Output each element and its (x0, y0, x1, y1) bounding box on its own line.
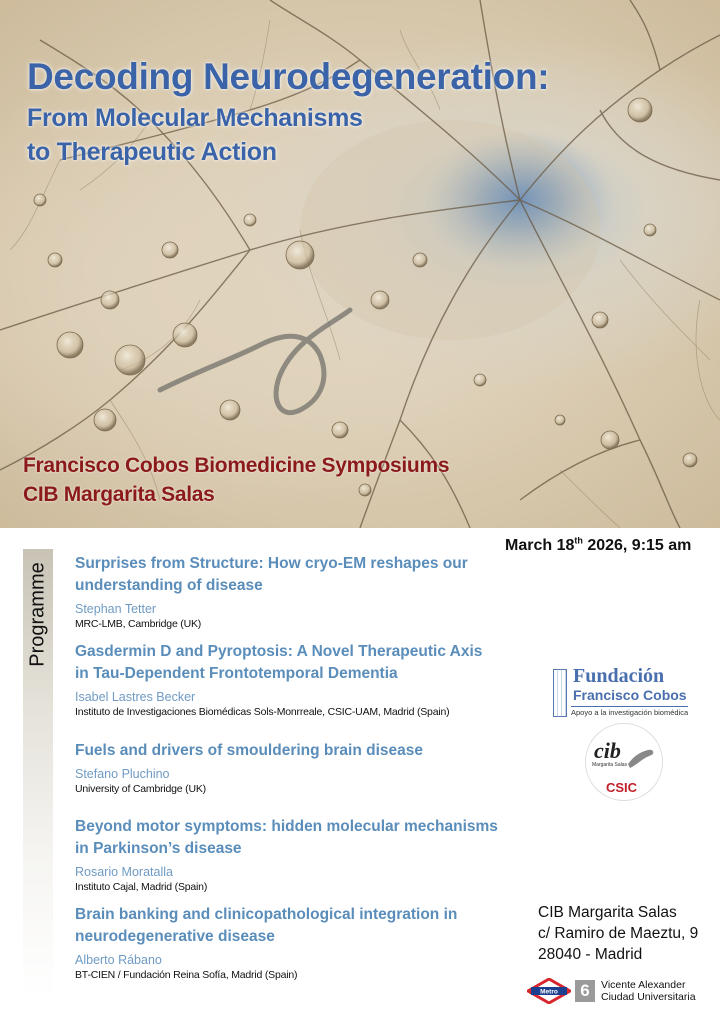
talk-speaker: Rosario Moratalla (75, 865, 173, 879)
fundacion-name-2: Francisco Cobos (573, 687, 687, 703)
talk-affiliation: MRC-LMB, Cambridge (UK) (75, 618, 202, 630)
talk-speaker: Isabel Lastres Becker (75, 690, 196, 704)
talk-item (75, 816, 505, 894)
cib-subtitle: Margarita Salas (592, 762, 628, 768)
programme-label: Programme (26, 561, 49, 667)
symposium-heading (23, 451, 623, 509)
talk-title (75, 641, 505, 685)
metro-logo-icon (527, 978, 571, 1004)
symposium-host: CIB Margarita Salas (23, 483, 215, 506)
talk-title-line: neurodegenerative disease (75, 928, 275, 945)
metro-info (527, 978, 717, 1004)
metro-badge-text: Metro (540, 988, 558, 996)
talk-speaker: Stephan Tetter (75, 602, 157, 616)
talk-speaker: Stefano Pluchino (75, 767, 170, 781)
metro-station: Ciudad Universitaria (601, 991, 696, 1003)
talk-title-line: Gasdermin D and Pyroptosis: A Novel Therapeutic Axis (75, 643, 483, 660)
talk-title (75, 904, 505, 948)
talk-title-line: in Parkinson’s disease (75, 840, 242, 857)
talk-title (75, 816, 505, 860)
venue-address (538, 902, 718, 965)
venue-name: CIB Margarita Salas (538, 904, 677, 921)
talk-item (75, 641, 505, 719)
talk-title-line: in Tau-Dependent Frontotemporal Dementia (75, 665, 398, 682)
talk-title-line: understanding of disease (75, 577, 263, 594)
fundacion-name: Fundación (573, 665, 665, 687)
talk-title (75, 553, 505, 597)
talk-title-line: Surprises from Structure: How cryo-EM reshapes our (75, 555, 468, 572)
runner-icon (626, 744, 656, 770)
date-ordinal: th (574, 535, 583, 546)
venue-city: 28040 - Madrid (538, 946, 643, 963)
talk-affiliation: Instituto Cajal, Madrid (Spain) (75, 881, 208, 893)
title-line-1: Decoding Neurodegeneration: (27, 56, 550, 97)
talk-title-line: Brain banking and clinicopathological integration in (75, 906, 458, 923)
talk-affiliation: University of Cambridge (UK) (75, 783, 206, 795)
title-line-2: From Molecular Mechanisms (27, 104, 363, 132)
talk-title-line: Fuels and drivers of smouldering brain disease (75, 742, 423, 759)
fundacion-tagline: Apoyo a la investigación biomédica (571, 708, 689, 717)
metro-line-number: 6 (575, 980, 595, 1002)
talk-item (75, 553, 505, 631)
pillar-icon (553, 669, 567, 717)
talk-item (75, 904, 505, 982)
title-line-3: to Therapeutic Action (27, 138, 277, 166)
talk-title-line: Beyond motor symptoms: hidden molecular mechanisms (75, 818, 498, 835)
symposium-name: Francisco Cobos Biomedicine Symposiums (23, 454, 450, 477)
talk-title (75, 740, 505, 762)
cib-csic-logo (585, 723, 663, 801)
fundacion-francisco-cobos-logo (551, 665, 696, 720)
talk-item (75, 740, 505, 796)
talk-affiliation: BT-CIEN / Fundación Reina Sofía, Madrid (Spain) (75, 969, 298, 981)
talk-speaker: Alberto Rábano (75, 953, 162, 967)
csic-label: CSIC (606, 780, 638, 795)
cib-mark: cib (594, 738, 621, 763)
date-rest: 2026, 9:15 am (582, 537, 692, 554)
event-date (505, 537, 715, 555)
venue-street: c/ Ramiro de Maeztu, 9 (538, 925, 699, 942)
date-prefix: March 18 (505, 537, 575, 554)
poster-title (27, 55, 687, 169)
metro-station: Vicente Alexander (601, 979, 686, 991)
programme-label-box (23, 549, 53, 679)
talk-affiliation: Instituto de Investigaciones Biomédicas Sols-Monrreale, CSIC-UAM, Madrid (Spain) (75, 706, 450, 718)
metro-stations (601, 979, 696, 1003)
